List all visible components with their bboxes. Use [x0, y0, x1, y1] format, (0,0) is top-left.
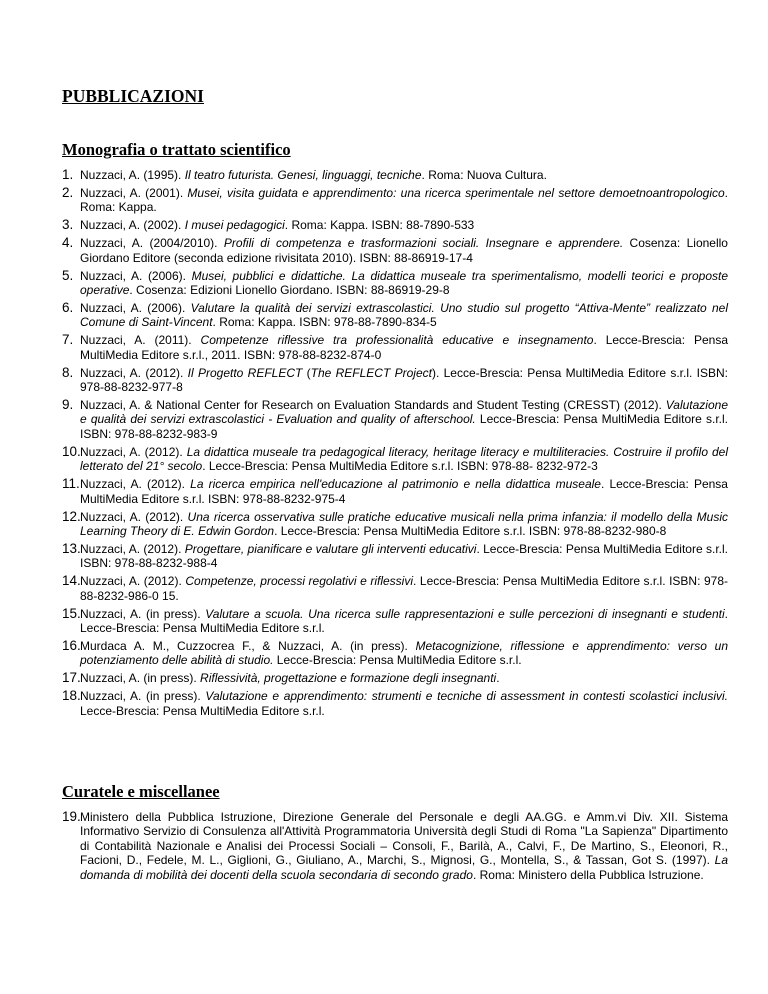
list-item-text: Nuzzaci, A. (in press). Riflessività, progettazione e formazione degli insegnanti.: [80, 671, 500, 686]
publication-list-curatele: [62, 810, 728, 886]
list-item-number: 18.: [62, 688, 81, 704]
list-item: [62, 510, 728, 539]
list-item: [62, 574, 728, 603]
page-title: PUBBLICAZIONI: [62, 86, 204, 106]
list-item: [62, 810, 728, 882]
list-item-number: 12.: [62, 508, 81, 524]
list-item: [62, 445, 728, 474]
list-item-text: Ministero della Pubblica Istruzione, Direzione Generale del Personale e degli AA.GG. e Amm.vi Div. XII. Sistema Informativo Servizio di Consulenza all'Attività Programmatoria Università degli Studi di Roma "La Sapienza" Dipartimento di Contabilità Nazionale e Analisi dei Processi Sociali – Consoli, F., Barilà, A., Calvi, F., De Martino, S., Eleonori, R., Facioni, D., Fedele, M. L., Giglioni, G., Giuliano, A., Marchi, S., Mignosi, G., Montella, S., & Tassan, Got S. (1997). La domanda di mobilità dei docenti della scuola secondaria di secondo grado. Roma: Ministero della Pubblica Istruzione.: [80, 810, 728, 882]
list-item-number: 5.: [62, 267, 74, 283]
list-item: [62, 398, 728, 441]
list-item-text: Nuzzaci, A. (2006). Musei, pubblici e didattiche. La didattica museale tra sperimentalismo, modelli teorici e proposte operative. Cosenza: Edizioni Lionello Giordano. ISBN: 88-86919-29-8: [80, 268, 729, 298]
list-item-text: Nuzzaci, A. (2012). Una ricerca osservativa sulle pratiche educative musicali nella prima infanzia: il modello della Music Learning Theory di E. Edwin Gordon. Lecce-Brescia: Pensa MultiMedia Editore s.r.l. ISBN: 978-88-8232-980-8: [80, 509, 729, 538]
list-item-text: Nuzzaci, A. (2011). Competenze riflessive tra professionalità educative e insegnamento. Lecce-Brescia: Pensa MultiMedia Editore s.r.l., 2011. ISBN: 978-88-8232-874-0: [80, 333, 728, 362]
list-item-text: Nuzzaci, A. (in press). Valutare a scuola. Una ricerca sulle rappresentazioni e sulle percezioni di insegnanti e studenti. Lecce-Brescia: Pensa MultiMedia Editore s.r.l.: [80, 606, 728, 636]
list-item-text: Nuzzaci, A. (1995). Il teatro futurista. Genesi, linguaggi, tecniche. Roma: Nuova Cultura.: [80, 168, 547, 182]
list-item-number: 10.: [62, 443, 81, 459]
list-item-number: 15.: [62, 605, 81, 621]
list-item-number: 11.: [62, 476, 80, 492]
list-item-number: 9.: [62, 397, 74, 413]
list-item-text: Nuzzaci, A. (in press). Valutazione e apprendimento: strumenti e tecniche di assessment in contesti scolastici inclusivi. Lecce-Brescia: Pensa MultiMedia Editore s.r.l.: [80, 689, 728, 718]
list-item-text: Nuzzaci, A. (2006). Valutare la qualità dei servizi extrascolastici. Uno studio sul progetto “Attiva-Mente” realizzato nel Comune di Saint-Vincent. Roma: Kappa. ISBN: 978-88-7890-834-5: [80, 300, 729, 330]
list-item-text: Murdaca A. M., Cuzzocrea F., & Nuzzaci, A. (in press). Metacognizione, riflessione e apprendimento: verso un potenziamento delle abilità di studio. Lecce-Brescia: Pensa MultiMedia Editore s.r.l.: [80, 638, 728, 668]
list-item-number: 17.: [62, 670, 81, 686]
list-item: [62, 168, 728, 182]
list-item-text: Nuzzaci, A. (2001). Musei, visita guidata e apprendimento: una ricerca sperimentale nel settore demoetnoantropologico. Roma: Kappa.: [80, 185, 729, 215]
list-item-number: 7.: [62, 332, 74, 348]
list-item: [62, 689, 728, 718]
list-item: [62, 607, 728, 636]
list-item-text: Nuzzaci, A. (2002). I musei pedagogici. Roma: Kappa. ISBN: 88-7890-533: [80, 218, 475, 233]
list-item: [62, 301, 728, 330]
list-item: [62, 477, 728, 506]
list-item: [62, 333, 728, 362]
list-item-text: Nuzzaci, A. (2012). Competenze, processi regolativi e riflessivi. Lecce-Brescia: Pensa MultiMedia Editore s.r.l. ISBN: 978-88-8232-986-0 15.: [80, 574, 729, 603]
list-item: [62, 671, 728, 685]
list-item: [62, 236, 728, 265]
list-item-number: 19.: [62, 809, 81, 824]
list-item: [62, 366, 728, 395]
list-item: [62, 186, 728, 215]
list-item-text: Nuzzaci, A. (2012). Il Progetto REFLECT (The REFLECT Project). Lecce-Brescia: Pensa MultiMedia Editore s.r.l. ISBN: 978-88-8232-977-8: [80, 365, 728, 395]
list-item-number: 6.: [62, 299, 74, 315]
list-item-number: 13.: [62, 540, 81, 556]
list-item: [62, 542, 728, 571]
list-item-number: 4.: [62, 235, 74, 251]
list-item: [62, 218, 728, 232]
list-item-text: Nuzzaci, A. (2004/2010). Profili di competenza e trasformazioni sociali. Insegnare e apprendere. Cosenza: Lionello Giordano Editore (seconda edizione rivisitata 2010). ISBN: 88-86919-17-4: [80, 236, 728, 265]
list-item-text: Nuzzaci, A. (2012). Progettare, pianificare e valutare gli interventi educativi. Lecce-Brescia: Pensa MultiMedia Editore s.r.l. ISBN: 978-88-8232-988-4: [80, 541, 728, 571]
list-item-number: 1.: [62, 167, 74, 182]
section-heading-curatele: Curatele e miscellanee: [62, 782, 220, 801]
list-item-number: 8.: [62, 364, 74, 380]
list-item-number: 14.: [62, 573, 81, 589]
list-item-text: Nuzzaci, A. (2012). La ricerca empirica nell'educazione al patrimonio e nella didattica museale. Lecce-Brescia: Pensa MultiMedia Editore s.r.l. ISBN: 978-88-8232-975-4: [80, 477, 728, 506]
list-item: [62, 269, 728, 298]
list-item-number: 3.: [62, 217, 74, 233]
list-item: [62, 639, 728, 668]
section-heading-monografia: Monografia o trattato scientifico: [62, 140, 291, 159]
list-item-number: 16.: [62, 637, 81, 653]
list-item-text: Nuzzaci, A. (2012). La didattica museale tra pedagogical literacy, heritage literacy e multiliteracies. Costruire il profilo del letterato del 21° secolo. Lecce-Brescia: Pensa MultiMedia Editore s.r.l. ISBN: 978-88- 8232-972-3: [80, 444, 728, 474]
publication-list-monografia: [62, 168, 728, 722]
list-item-text: Nuzzaci, A. & National Center for Research on Evaluation Standards and Student Testing (CRESST) (2012). Valutazione e qualità dei servizi extrascolastici - Evaluation and quality of afterschool. Lecce-Brescia: Pensa MultiMedia Editore s.r.l. ISBN: 978-88-8232-983-9: [80, 398, 728, 441]
list-item-number: 2.: [62, 184, 74, 200]
